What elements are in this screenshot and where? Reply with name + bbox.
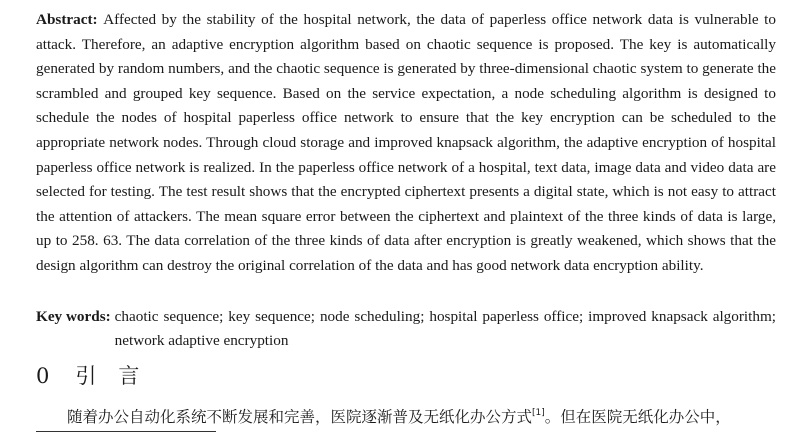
body-paragraph (36, 401, 786, 429)
keywords-label: Key words: (36, 308, 111, 325)
section-title: 引言 (75, 364, 162, 388)
body-text-after-ref: 。但在医院无纸化办公中， (544, 408, 731, 426)
section-number: 0 (36, 364, 50, 388)
abstract-label: Abstract: (36, 11, 104, 28)
abstract-paragraph (36, 8, 776, 279)
keywords-block (36, 305, 776, 353)
body-text-before-ref: 随着办公自动化系统不断发展和完善，医院逐渐普及无纸化办公方式 (67, 408, 533, 426)
section-heading (36, 362, 161, 390)
citation-ref: [1] (532, 408, 545, 418)
footnote-divider (36, 431, 216, 432)
abstract-text: Affected by the stability of the hospital network, the data of paperless office network data is vulnerable to attack. Therefore, an adaptive encryption algorithm based on chaotic sequence is proposed. The key is automatically generated by random numbers, and the chaotic sequence is generated by three-dimensional chaotic system to generate the scrambled and grouped key sequence. Based on the service expectation, a node scheduling algorithm is designed to schedule the nodes of hospital paperless office network to ensure that the key encryption can be scheduled to the appropriate network nodes. Through cloud storage and improved knapsack algorithm, the adaptive encryption of hospital paperless office network is realized. In the paperless office network of a hospital, text data, image data and video data are selected for testing. The test result shows that the encrypted ciphertext presents a digital state, which is not easy to attract the attention of attackers. The mean square error between the ciphertext and plaintext of the three kinds of data is large, up to 258. 63. The data correlation of the three kinds of data after encryption is greatly weakened, which shows that the design algorithm can destroy the original correlation of the data and has good network data encryption ability. (36, 11, 776, 274)
keywords-text: chaotic sequence; key sequence; node scheduling; hospital paperless office; improved knapsack algorithm; network adaptive encryption (114, 308, 776, 349)
